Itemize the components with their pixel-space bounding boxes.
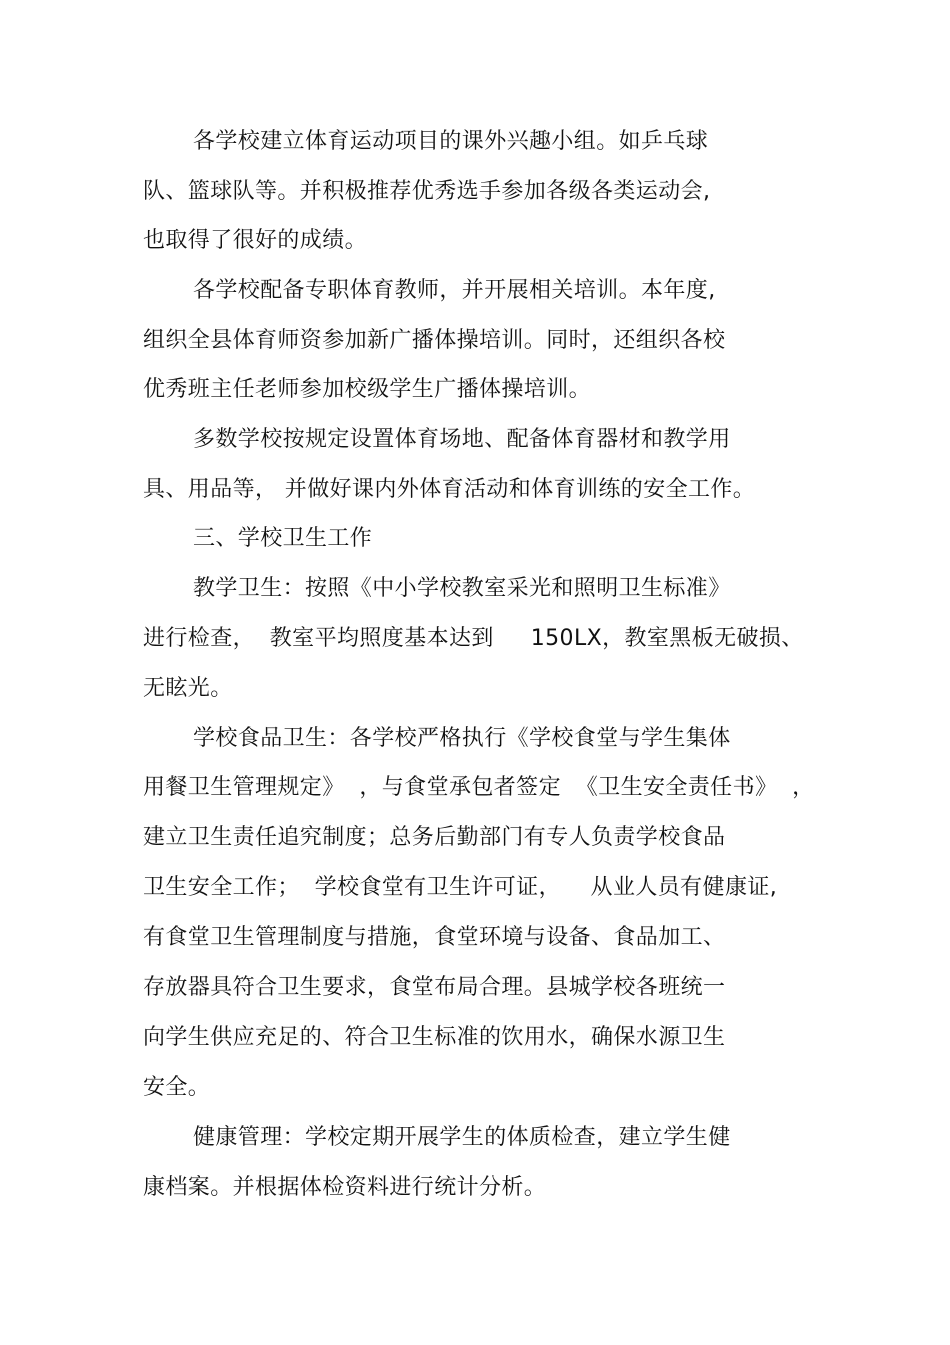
text-line: 有食堂卫生管理制度与措施，食堂环境与设备、食品加工、	[143, 925, 726, 950]
text-line: 安全。	[143, 1075, 211, 1100]
text-line: 用餐卫生管理规定》 ，与食堂承包者签定 《卫生安全责任书》 ，	[143, 775, 815, 800]
section-heading: 三、学校卫生工作	[193, 526, 373, 551]
text-line: 教学卫生：按照《中小学校教室采光和照明卫生标准》	[193, 576, 731, 601]
text-line: 进行检查， 教室平均照度基本达到 150LX，教室黑板无破损、	[143, 626, 804, 651]
text-line: 具、用品等， 并做好课内外体育活动和体育训练的安全工作。	[143, 477, 756, 502]
text-line: 各学校建立体育运动项目的课外兴趣小组。如乒乓球	[193, 129, 709, 154]
text-line: 向学生供应充足的、符合卫生标准的饮用水，确保水源卫生	[143, 1025, 726, 1050]
text-line: 建立卫生责任追究制度；总务后勤部门有专人负责学校食品	[143, 825, 726, 850]
text-line: 学校食品卫生：各学校严格执行《学校食堂与学生集体	[193, 726, 731, 751]
text-line: 优秀班主任老师参加校级学生广播体操培训。	[143, 377, 592, 402]
text-line: 存放器具符合卫生要求，食堂布局合理。县城学校各班统一	[143, 975, 726, 1000]
text-line: 多数学校按规定设置体育场地、配备体育器材和教学用	[193, 427, 731, 452]
text-line: 队、篮球队等。并积极推荐优秀选手参加各级各类运动会,	[143, 179, 711, 204]
text-line: 无眩光。	[143, 676, 233, 701]
text-line: 卫生安全工作； 学校食堂有卫生许可证， 从业人员有健康证,	[143, 875, 778, 900]
text-line: 也取得了很好的成绩。	[143, 228, 368, 253]
text-line: 组织全县体育师资参加新广播体操培训。同时，还组织各校	[143, 328, 726, 353]
text-line: 各学校配备专职体育教师，并开展相关培训。本年度,	[193, 278, 716, 303]
text-line: 康档案。并根据体检资料进行统计分析。	[143, 1175, 547, 1200]
text-line: 健康管理：学校定期开展学生的体质检查，建立学生健	[193, 1125, 731, 1150]
